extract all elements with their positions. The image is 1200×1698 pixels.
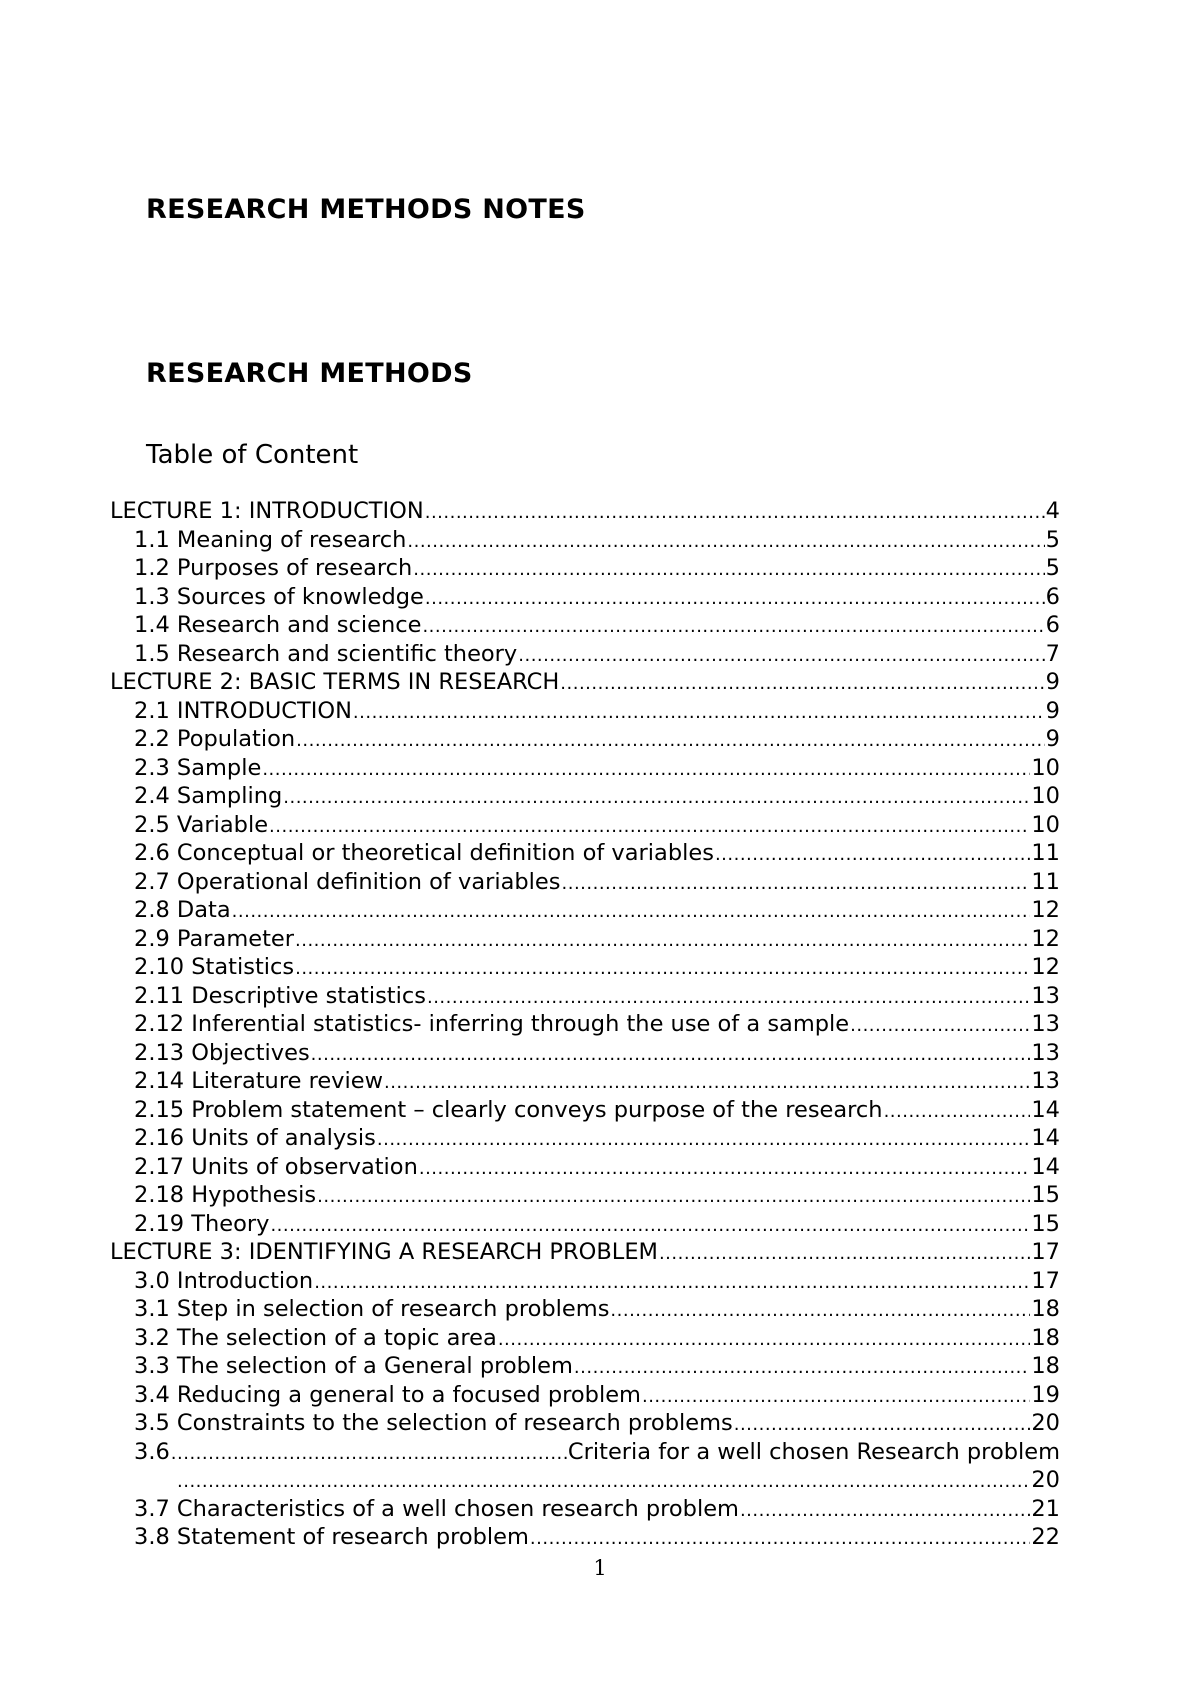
toc-entry-label: 3.4 Reducing a general to a focused problem [134,1381,641,1408]
toc-entry-label: 1.4 Research and science [134,612,422,638]
toc-entry-page: 12 [1031,954,1060,980]
toc-entry[interactable] [110,554,1060,583]
toc-entry-page: 9 [1045,697,1060,724]
toc-entry-label: 3.0 Introduction [134,1267,314,1294]
toc-entry[interactable] [110,1153,1060,1182]
toc-leader-dots [232,898,1031,925]
toc-leader-dots [419,1155,1031,1182]
toc-entry-label: 3.6 [134,1438,170,1465]
toc-entry-label: 2.10 Statistics [134,954,295,980]
toc-entry-label: 2.3 Sample [134,754,262,781]
page-number: 1 [593,1556,607,1580]
toc-entry-page: 4 [1045,498,1060,524]
toc-entry-page: 13 [1031,1068,1060,1094]
toc-entry[interactable] [110,1466,1060,1495]
toc-entry-page: 18 [1031,1324,1060,1351]
toc-entry[interactable] [110,1409,1060,1438]
toc-entry[interactable] [110,839,1060,868]
toc-entry[interactable] [110,697,1060,726]
toc-entry[interactable] [110,1295,1060,1324]
toc-entry-page: 14 [1031,1125,1060,1151]
toc-entry-label: 2.7 Operational definition of variables [134,868,561,895]
toc-leader-dots [353,699,1045,726]
toc-leader-dots [314,1269,1030,1296]
toc-entry-label: 3.7 Characteristics of a well chosen research problem [134,1495,739,1522]
toc-entry-page: 22 [1031,1524,1060,1550]
toc-entry[interactable] [110,668,1060,697]
toc-leader-dots [311,1041,1031,1068]
toc-leader-dots [413,556,1044,583]
toc-leader-dots [642,1383,1030,1410]
toc-entry-label: 1.2 Purposes of research [134,555,413,581]
toc-leader-dots [560,670,1044,697]
toc-leader-dots [659,1240,1030,1267]
toc-entry-label: 2.9 Parameter [134,925,294,952]
toc-entry[interactable] [110,497,1060,526]
toc-entry[interactable] [110,1039,1060,1068]
toc-entry-label: 2.8 Data [134,897,231,923]
toc-leader-dots [610,1297,1030,1324]
toc-entry[interactable] [110,925,1060,954]
toc-leader-dots [425,499,1045,526]
toc-entry[interactable] [110,640,1060,669]
toc-entry-page: 10 [1031,754,1060,781]
toc-entry[interactable] [110,1438,1060,1467]
toc-entry[interactable] [110,1381,1060,1410]
toc-entry-page: 9 [1045,669,1060,695]
toc-entry[interactable] [110,782,1060,811]
toc-entry-label: 1.5 Research and scientific theory [134,640,518,667]
toc-entry-page: 17 [1031,1267,1060,1294]
section-title: RESEARCH METHODS [146,358,473,389]
toc-leader-dots [427,984,1030,1011]
toc-entry-page: 13 [1031,1039,1060,1066]
toc-entry-label: 3.8 Statement of research problem [134,1524,529,1550]
toc-entry-page: 14 [1031,1153,1060,1180]
toc-entry-label: 2.5 Variable [134,811,269,838]
toc-leader-dots [295,955,1030,982]
toc-entry-page: 10 [1031,811,1060,838]
toc-entry[interactable] [110,526,1060,555]
toc-leader-dots [518,642,1044,669]
toc-leader-dots [262,756,1030,783]
toc-entry-label: LECTURE 3: IDENTIFYING A RESEARCH PROBLEM [110,1239,658,1265]
toc-leader-dots [498,1326,1031,1353]
toc-entry-label: 3.3 The selection of a General problem [134,1353,573,1379]
toc-entry[interactable] [110,1096,1060,1125]
toc-entry-page: 11 [1031,840,1060,866]
toc-entry[interactable] [110,896,1060,925]
toc-entry[interactable] [110,1010,1060,1039]
toc-leader-dots [384,1069,1030,1096]
toc-entry-page: 12 [1031,925,1060,952]
toc-entry-label: 2.16 Units of analysis [134,1125,376,1151]
toc-entry-label: 2.17 Units of observation [134,1153,418,1180]
toc-entry-page: 9 [1045,726,1060,752]
toc-leader-dots [270,1212,1030,1239]
toc-entry-label: 2.4 Sampling [134,783,283,809]
toc-entry-page: 19 [1031,1381,1060,1408]
toc-leader-dots [317,1183,1030,1210]
toc-entry-page: 7 [1045,640,1060,667]
toc-entry-page: 18 [1031,1353,1060,1379]
toc-leader-dots [171,1440,567,1467]
toc-entry-page: 17 [1031,1239,1060,1265]
toc-leader-dots [269,813,1030,840]
toc-entry-label: 2.1 INTRODUCTION [134,697,352,724]
toc-entry[interactable] [110,1352,1060,1381]
toc-entry[interactable] [110,1324,1060,1353]
toc-entry-label: 3.1 Step in selection of research problems [134,1296,610,1322]
toc-entry-page: 13 [1031,982,1060,1009]
toc-entry-label: 3.2 The selection of a topic area [134,1324,497,1351]
toc-leader-dots [422,613,1044,640]
toc-entry-page: 14 [1031,1096,1060,1123]
toc-entry-page: Criteria for a well chosen Research problem [567,1438,1060,1465]
toc-leader-dots [425,585,1045,612]
toc-leader-dots [562,870,1031,897]
toc-leader-dots [530,1525,1030,1552]
toc-leader-dots [734,1411,1031,1438]
toc-entry-label: 1.3 Sources of knowledge [134,583,424,610]
toc-entry[interactable] [110,1210,1060,1239]
toc-entry-page: 6 [1045,583,1060,610]
toc-entry-label: 2.11 Descriptive statistics [134,982,426,1009]
toc-entry-page: 13 [1031,1011,1060,1037]
toc-entry-label: 1.1 Meaning of research [134,526,407,553]
toc-leader-dots [296,727,1045,754]
toc-entry-label: 2.6 Conceptual or theoretical definition of variables [134,840,714,866]
toc-leader-dots [884,1098,1031,1125]
toc-entry-page: 18 [1031,1296,1060,1322]
toc-leader-dots [740,1497,1030,1524]
toc-heading: Table of Content [146,440,359,470]
toc-entry-label: 2.2 Population [134,726,296,752]
toc-entry[interactable] [110,611,1060,640]
toc-leader-dots [850,1012,1030,1039]
toc-entry[interactable] [110,583,1060,612]
toc-entry-label: LECTURE 2: BASIC TERMS IN RESEARCH [110,669,560,695]
toc-entry[interactable] [110,868,1060,897]
toc-entry-page: 5 [1045,555,1060,581]
toc-entry[interactable] [110,1495,1060,1524]
toc-leader-dots [574,1354,1030,1381]
toc-entry-label: 2.14 Literature review [134,1068,383,1094]
toc-entry-label: LECTURE 1: INTRODUCTION [110,498,424,524]
toc-entry-label: 2.13 Objectives [134,1039,310,1066]
toc-entry-page: 15 [1031,1182,1060,1208]
toc-entry[interactable] [110,1267,1060,1296]
toc-entry-page: 10 [1031,783,1060,809]
document-title: RESEARCH METHODS NOTES [146,194,586,225]
toc-entry-label: 2.12 Inferential statistics- inferring through the use of a sample [134,1011,850,1037]
toc-entry-label: 2.15 Problem statement – clearly conveys purpose of the research [134,1096,883,1123]
toc-entry-page: 20 [1031,1410,1060,1436]
toc-leader-dots [715,841,1030,868]
toc-entry-page: 5 [1045,526,1060,553]
toc-leader-dots [177,1468,1030,1495]
table-of-contents [110,497,1060,1552]
toc-entry[interactable] [110,754,1060,783]
toc-leader-dots [283,784,1030,811]
toc-entry-page: 21 [1031,1495,1060,1522]
toc-entry-label: 2.18 Hypothesis [134,1182,317,1208]
toc-entry-page: 6 [1045,612,1060,638]
toc-leader-dots [377,1126,1030,1153]
toc-entry[interactable] [110,725,1060,754]
toc-entry[interactable] [110,811,1060,840]
toc-entry-label: 2.19 Theory [134,1210,270,1237]
toc-entry-page: 11 [1031,868,1060,895]
toc-entry-page: 15 [1031,1210,1060,1237]
toc-leader-dots [407,528,1044,555]
toc-entry-page: 12 [1031,897,1060,923]
toc-entry[interactable] [110,1067,1060,1096]
toc-entry[interactable] [110,953,1060,982]
toc-entry-page: 20 [1031,1467,1060,1493]
toc-entry[interactable] [110,1523,1060,1552]
toc-entry[interactable] [110,1238,1060,1267]
toc-entry[interactable] [110,982,1060,1011]
toc-entry[interactable] [110,1124,1060,1153]
toc-entry[interactable] [110,1181,1060,1210]
toc-entry-label: 3.5 Constraints to the selection of research problems [134,1410,733,1436]
toc-leader-dots [295,927,1030,954]
